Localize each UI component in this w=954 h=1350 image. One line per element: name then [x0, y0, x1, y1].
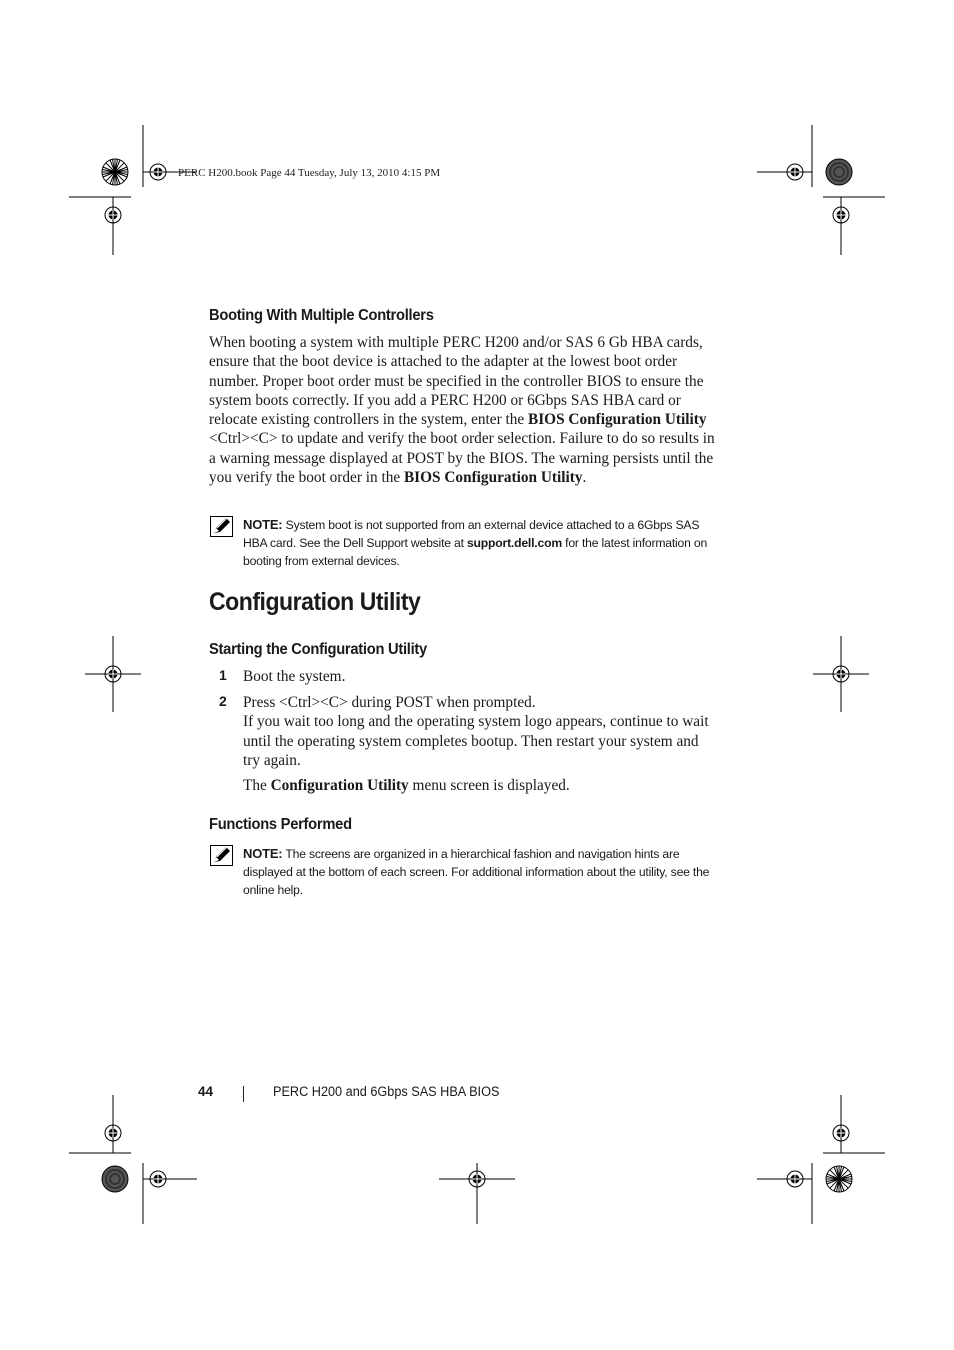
print-slug: PERC H200.book Page 44 Tuesday, July 13, 2010 4:15 PM: [178, 167, 441, 179]
bios-utility-term: BIOS Configuration Utility: [403, 469, 583, 487]
booting-paragraph: [209, 333, 723, 487]
result-text: [243, 776, 723, 795]
pencil-note-icon: [210, 516, 233, 537]
note-screens: [210, 845, 730, 899]
note-body: The screens are organized in a hierarchical fashion and navigation hints are displayed at the bottom of each screen. For additional information about the utility, see the online help.: [243, 847, 710, 897]
chapter-title: Configuration Utility: [209, 588, 421, 616]
note-text: [243, 845, 723, 899]
step-line: Press <Ctrl><C> during POST when prompted.: [243, 694, 536, 711]
body-text: The: [243, 777, 271, 794]
note-external-boot: [210, 516, 730, 570]
step-detail: If you wait too long and the operating system logo appears, continue to wait until the operating system completes bootup. Then restart your system and try again.: [243, 713, 709, 769]
note-label: NOTE:: [243, 517, 283, 532]
bios-utility-term: BIOS Configuration Utility: [528, 411, 707, 429]
section-heading-starting: Starting the Configuration Utility: [209, 641, 427, 658]
step-text: Boot the system.: [243, 668, 346, 685]
body-text: .: [582, 469, 587, 487]
note-body: System boot is not supported from an external device attached to a 6Gbps SAS HBA card. See the Dell Support website at: [243, 518, 700, 550]
page-number: 44: [198, 1084, 214, 1099]
pencil-note-icon: [210, 845, 233, 866]
body-text: menu screen is displayed.: [408, 777, 570, 794]
body-text: When booting a system with multiple PERC H200 and/or SAS 6 Gb HBA cards, ensure that the boot device is attached to the adapter at the lowest boot order number. Proper boot order must be specified in the controller BIOS to ensure the system boots correctly. If you add a PERC H200 or 6Gbps SAS HBA card or relocate existing controllers in the system, enter the: [209, 334, 704, 429]
note-label: NOTE:: [243, 846, 283, 861]
step-1: [219, 667, 719, 686]
note-body: for the latest information on booting from external devices.: [243, 535, 708, 568]
config-utility-term: Configuration Utility: [270, 777, 409, 794]
note-text: [243, 516, 723, 570]
support-link[interactable]: support.dell.com: [466, 535, 562, 550]
footer-separator: [243, 1086, 244, 1102]
footer-title: PERC H200 and 6Gbps SAS HBA BIOS: [273, 1084, 500, 1099]
step-text: [243, 693, 713, 770]
body-text: <Ctrl><C> to update and verify the boot order selection. Failure to do so results in a warning message displayed at POST by the BIOS. The warning persists until the you verify the boot order in the: [209, 430, 715, 487]
step-number: 2: [219, 693, 227, 709]
section-heading-booting: Booting With Multiple Controllers: [209, 307, 434, 324]
section-heading-functions: Functions Performed: [209, 816, 352, 833]
step-2: [219, 693, 719, 770]
step-number: 1: [219, 667, 227, 683]
